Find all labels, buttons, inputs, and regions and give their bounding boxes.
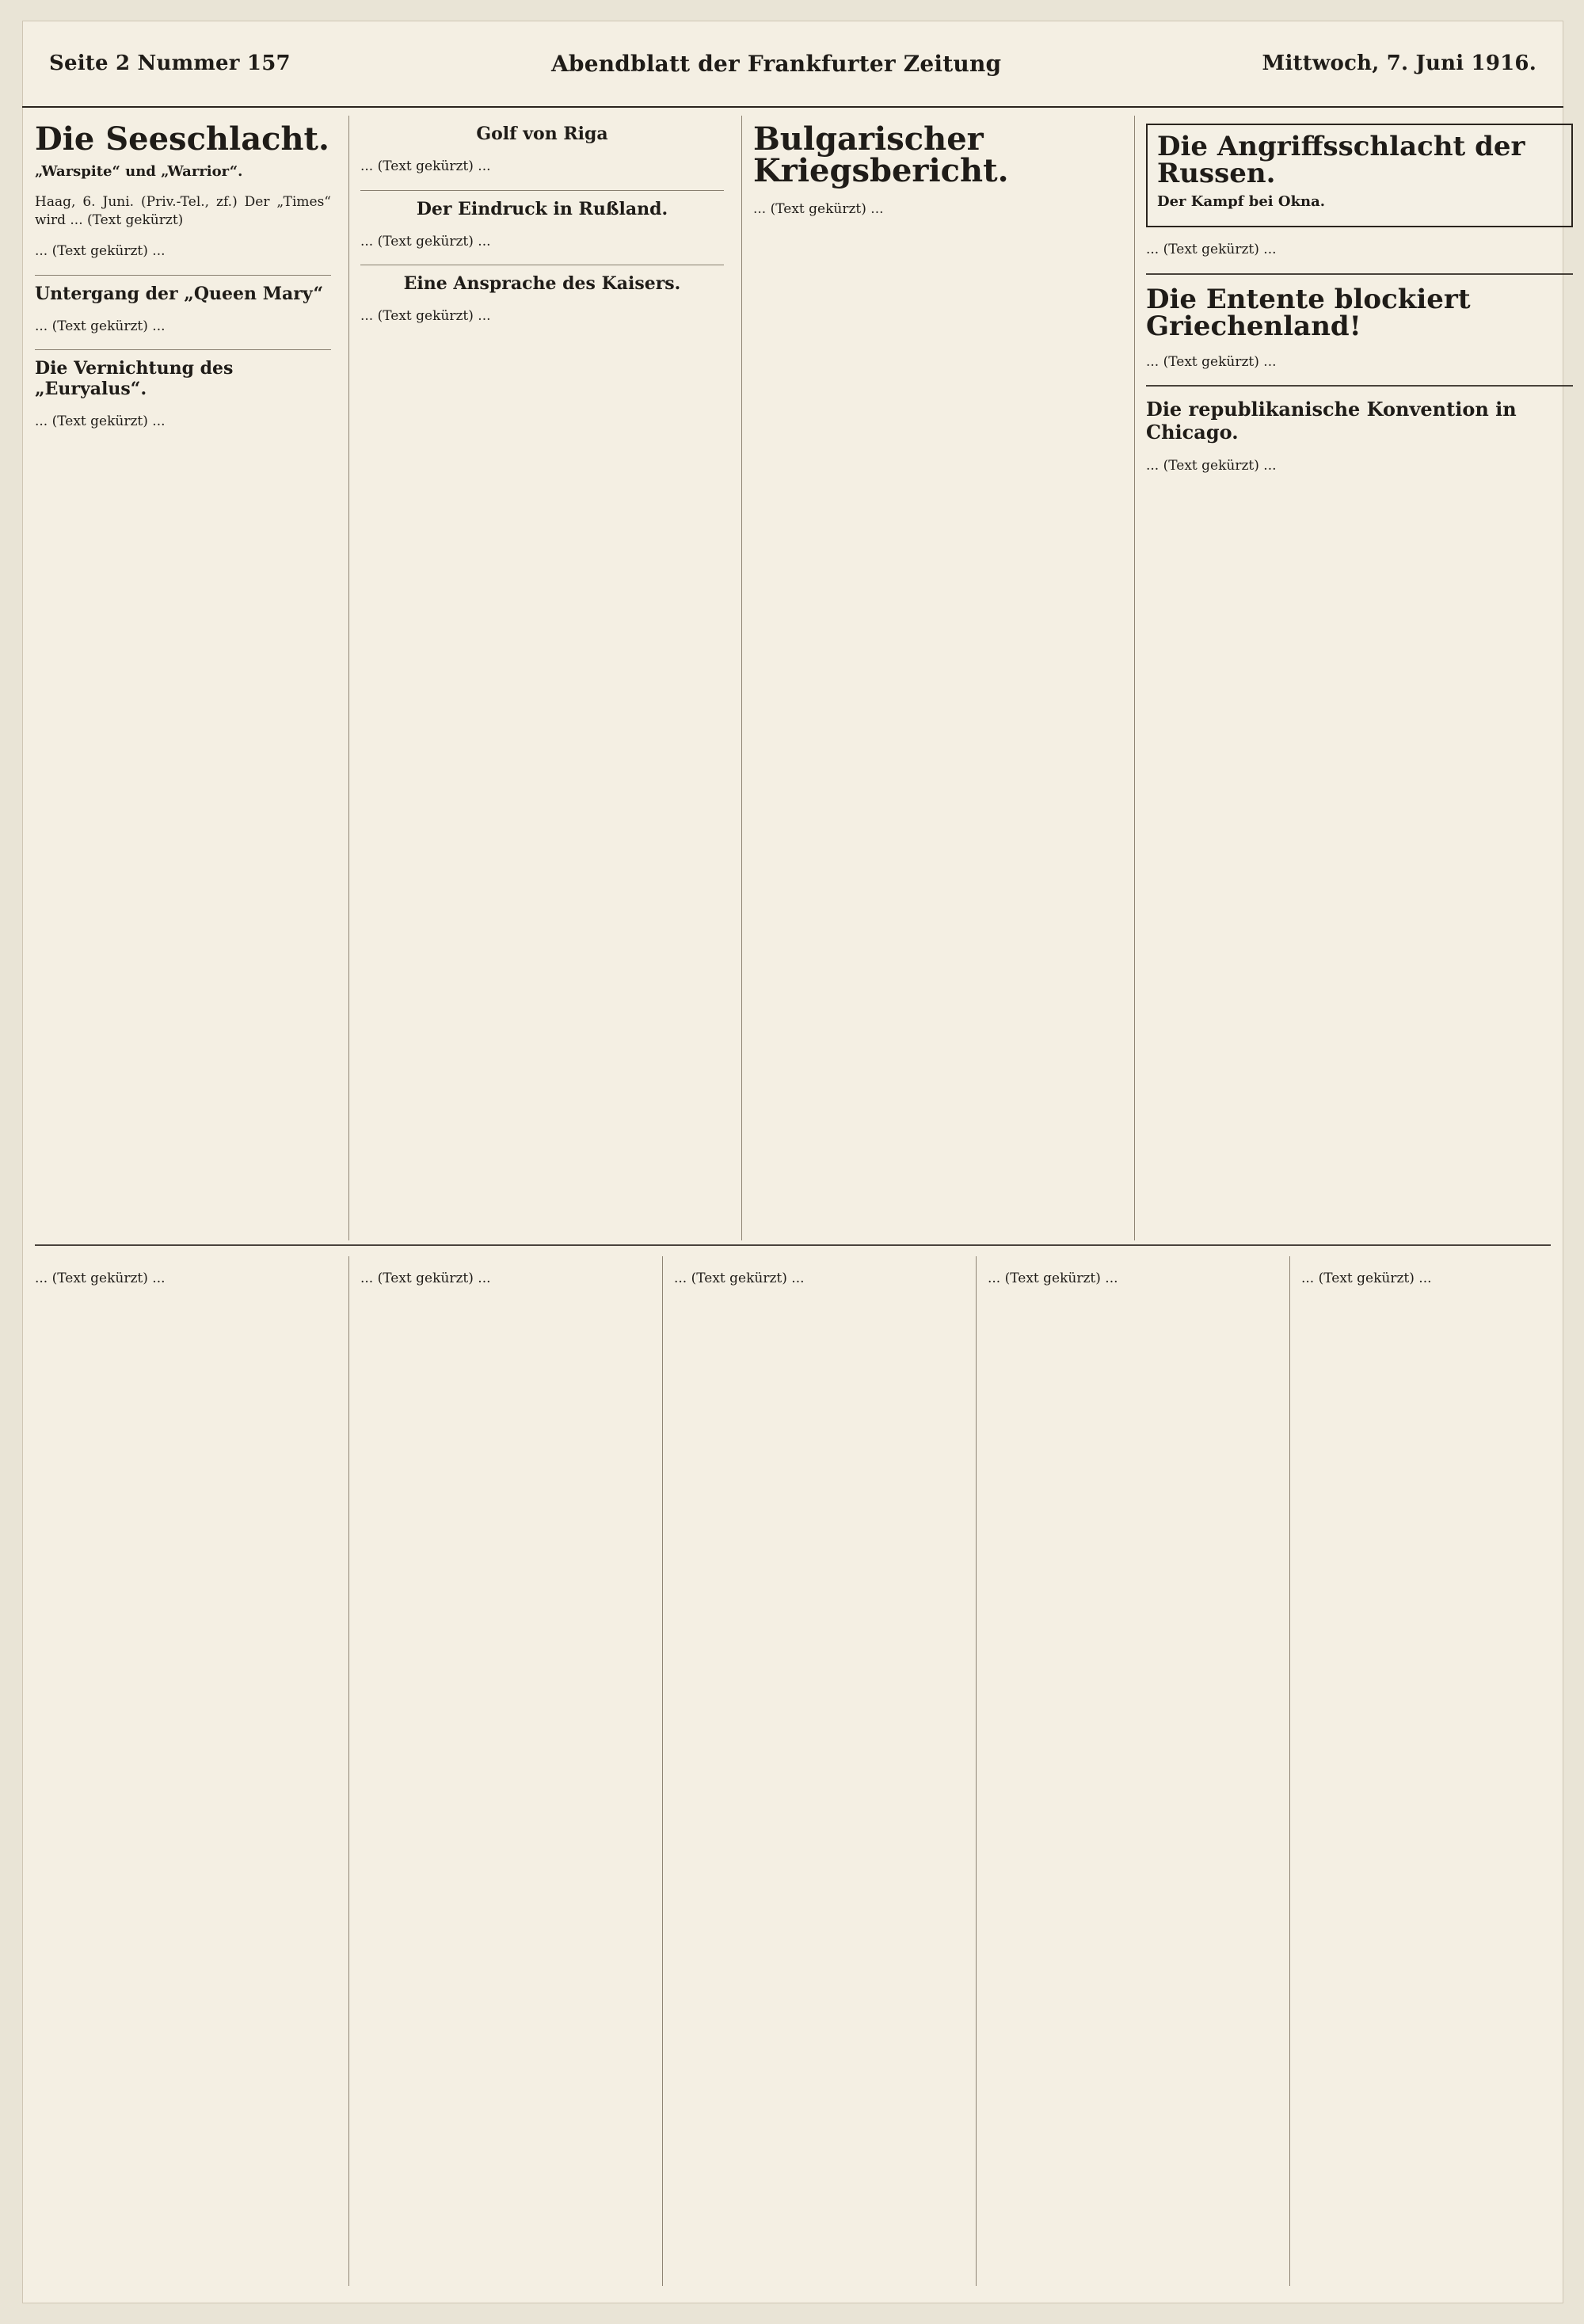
article-chicago-body (1146, 457, 1573, 475)
headline-chicago-konvention: Die republikanische Konvention in Chicago. (1146, 398, 1517, 444)
article-paragraph: ... (Text gekürzt) ... (35, 243, 166, 260)
lower-paragraph: ... (Text gekürzt) ... (360, 1271, 491, 1286)
headline-angriffsschlacht: Die Angriffsschlacht der Russen. (1157, 131, 1525, 189)
lower-col-2-body (360, 1270, 645, 1288)
masthead-right: Mittwoch, 7. Juni 1916. (1262, 51, 1536, 75)
headline-seeschlacht: Die Seeschlacht. (35, 120, 329, 158)
article-kaiser-body (360, 307, 724, 326)
lower-col-1 (35, 1256, 336, 2286)
divider (1146, 273, 1573, 275)
section-divider (35, 1244, 1551, 1246)
article-paragraph: ... (Text gekürzt) ... (35, 318, 166, 334)
box-angriffsschlacht (1146, 124, 1573, 227)
article-paragraph: ... (Text gekürzt) ... (753, 201, 884, 217)
lower-col-5 (1289, 1256, 1567, 2286)
article-riga-body (360, 158, 724, 176)
article-paragraph: ... (Text gekürzt) ... (360, 233, 491, 250)
article-paragraph: Haag, 6. Juni. (Priv.-Tel., zf.) Der „Times“ wird ... (Text gekürzt) (35, 194, 331, 228)
subhead-warspite-warrior: „Warspite“ und „Warrior“. (35, 163, 243, 180)
article-paragraph: ... (Text gekürzt) ... (35, 413, 166, 430)
article-okna-body (1146, 241, 1573, 259)
headline-euryalus: Die Vernichtung des „Euryalus“. (35, 358, 234, 400)
headline-golf-von-riga: Golf von Riga (476, 124, 608, 144)
lower-col-2 (348, 1256, 649, 2286)
lower-paragraph: ... (Text gekürzt) ... (674, 1271, 805, 1286)
masthead-center: Abendblatt der Frankfurter Zeitung (551, 50, 1002, 77)
lower-col-4 (976, 1256, 1277, 2286)
top-col-4 (1134, 116, 1578, 1240)
masthead (22, 21, 1563, 108)
lower-col-3-body (674, 1270, 958, 1288)
article-seeschlacht-body (35, 193, 331, 261)
article-bulgarien-body (753, 200, 1117, 219)
lower-columns (35, 1256, 1551, 2286)
lower-paragraph: ... (Text gekürzt) ... (1301, 1271, 1432, 1286)
headline-kaiser-ansprache: Eine Ansprache des Kaisers. (403, 273, 681, 295)
article-paragraph: ... (Text gekürzt) ... (360, 158, 491, 174)
article-entente-body (1146, 353, 1573, 371)
top-col-3 (741, 116, 1121, 1240)
divider (35, 349, 331, 350)
divider (360, 190, 724, 191)
lower-col-4-body (988, 1270, 1272, 1288)
article-paragraph: ... (Text gekürzt) ... (1146, 458, 1277, 474)
article-paragraph: ... (Text gekürzt) ... (360, 308, 491, 325)
article-paragraph: ... (Text gekürzt) ... (1146, 242, 1277, 257)
headline-eindruck-russland: Der Eindruck in Rußland. (416, 198, 668, 219)
lower-col-1-body (35, 1270, 331, 1288)
article-eindruck-body (360, 233, 724, 251)
article-paragraph: ... (Text gekürzt) ... (1146, 353, 1277, 370)
lower-paragraph: ... (Text gekürzt) ... (988, 1271, 1118, 1286)
divider (35, 275, 331, 276)
lower-col-3 (662, 1256, 963, 2286)
lower-col-5-body (1301, 1270, 1562, 1288)
top-columns (22, 116, 1563, 1240)
headline-bulgarischer-kriegsbericht: Bulgarischer Kriegsbericht. (753, 120, 1009, 189)
top-col-2 (348, 116, 729, 1240)
divider (1146, 385, 1573, 387)
newspaper-page (22, 21, 1563, 2303)
article-queen-mary-body (35, 318, 331, 336)
masthead-left: Seite 2 Nummer 157 (49, 51, 291, 75)
top-col-1 (35, 116, 336, 1240)
article-euryalus-body (35, 413, 331, 431)
lower-paragraph: ... (Text gekürzt) ... (35, 1271, 166, 1286)
headline-entente-griechenland: Die Entente blockiert Griechenland! (1146, 283, 1471, 342)
subhead-kampf-okna: Der Kampf bei Okna. (1157, 193, 1326, 210)
headline-queen-mary: Untergang der „Queen Mary“ (35, 283, 324, 304)
